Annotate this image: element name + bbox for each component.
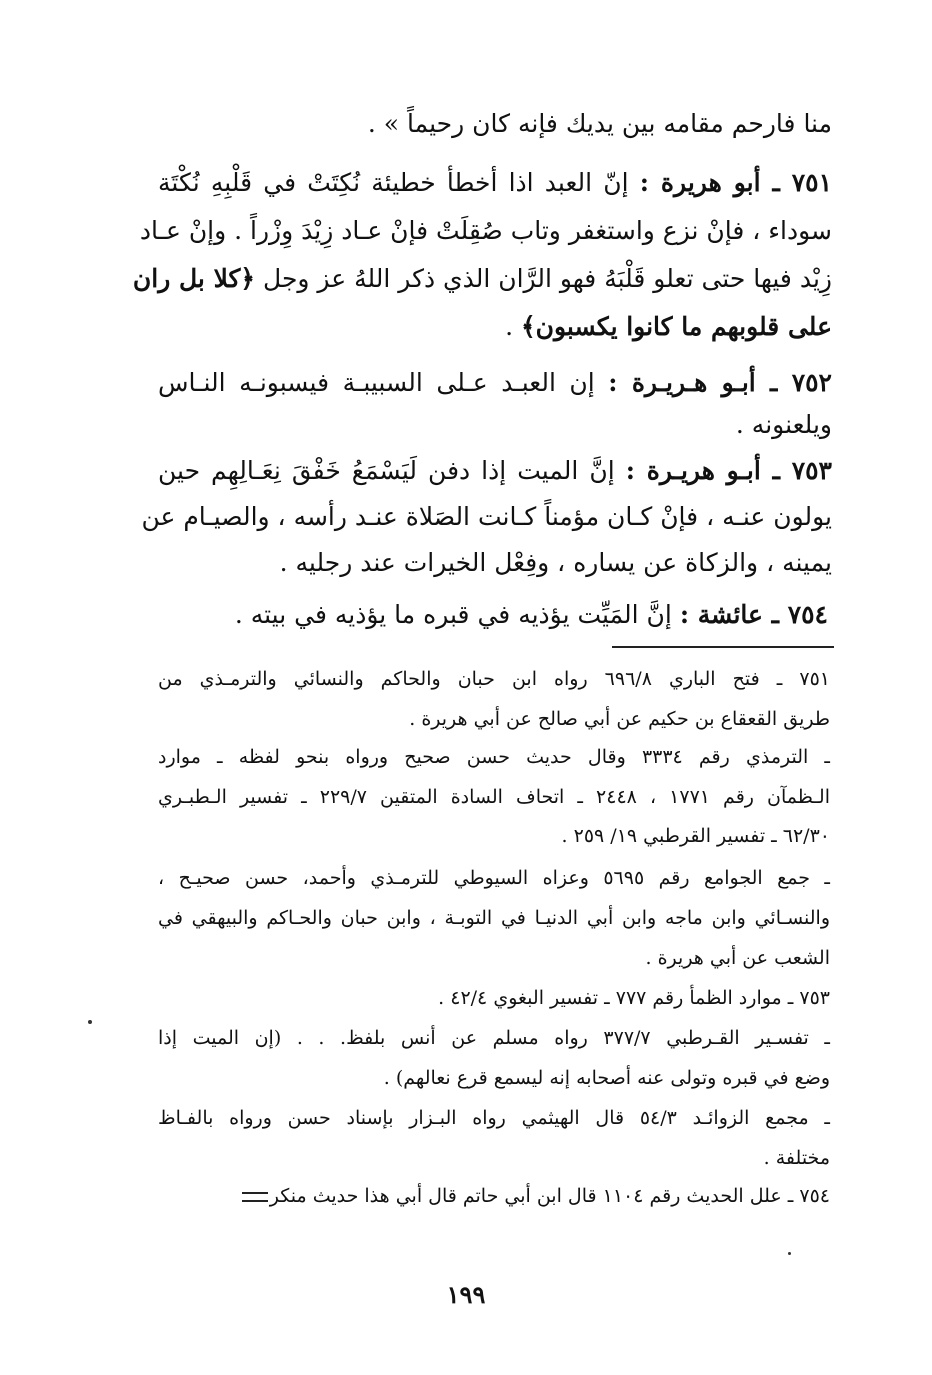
hadith-754-line-1	[235, 598, 828, 632]
page-number: ١٩٩	[446, 1280, 486, 1309]
hadith-753-narrator: ٧٥٣ ـ أبـو هريـرة :	[625, 456, 832, 485]
hadith-753-line-3: يمينه ، والزكاة عن يساره ، وفِعْل الخيرات عند رجليه .	[279, 548, 832, 577]
footnote-line-14	[242, 1182, 830, 1210]
hadith-753-line-1	[158, 454, 832, 488]
footnote-line-10: ـ تفسـير القـرطبي ٣٧٧/٧ رواه مسلم عن أنس بلفظ. . . (إن الميت إذا	[158, 1027, 830, 1049]
footnote-line-5: ٦٢/٣٠ ـ تفسير القرطبي ١٩/ ٢٥٩ .	[561, 825, 830, 847]
footnote-line-6: ـ جمع الجوامع رقم ٥٦٩٥ وعزاه السيوطي للترمـذي وأحمد، حسن صحيـح ،	[158, 867, 830, 889]
hadith-752-line-1	[158, 366, 832, 400]
hadith-753-line-2: يولون عنـه ، فإنْ كـان مؤمناً كـانت الصَلاة عنـد رأسه ، والصيـام عن	[141, 502, 832, 531]
hadith-754-narrator: ٧٥٤ ـ عائشة :	[679, 600, 828, 629]
hadith-751-line-3	[132, 262, 832, 296]
hadith-751-text-1: إنّ العبد اذا أخطأ خطيئة نُكِتَتْ في قَلْبِهِ نُكْتَة	[158, 168, 629, 197]
footnote-line-11: وضع في قبره وتولى عنه أصحابه إنه ليسمع قرع نعالهم) .	[383, 1067, 830, 1089]
footnote-line-3: ـ الترمذي رقم ٣٣٣٤ وقال حديث حسن صحيح ورواه بنحو لفظه ـ موارد	[158, 746, 830, 768]
hadith-754-text-1: إنَّ المَيِّت يؤذيه في قبره ما يؤذيه في بيته .	[234, 600, 672, 629]
footnote-divider	[612, 646, 834, 648]
hadith-752-narrator: ٧٥٢ ـ أبـو هـريـرة :	[608, 368, 832, 397]
footnote-line-7: والنسـائي وابن ماجه وابن أبي الدنيـا في التوبـة ، وابن حبان والحـاكم والبيهقي في	[158, 907, 830, 929]
footnote-line-9: ٧٥٣ ـ موارد الظمأ رقم ٧٧٧ ـ تفسير البغوي ٤٢/٤ .	[438, 987, 830, 1009]
hadith-752-text-1: إن العبـد عـلى السبيبـة فيسبونـه النـاس	[158, 368, 595, 397]
footnote-line-12: ـ مجمع الزوائـد ٥٤/٣ قال الهيثمي رواه البـزار بإسناد حسن ورواه بالفـاظ	[158, 1107, 830, 1129]
footnote-line-2: طريق القعقاع بن حكيم عن أبي صالح عن أبي هريرة .	[409, 708, 830, 730]
hadith-751-end: .	[505, 312, 521, 341]
scan-speck	[788, 1252, 791, 1255]
quran-quote-end: على قلوبهم ما كانوا يكسبون﴾	[521, 312, 832, 341]
quran-quote-start: ﴿كلا بل ران	[132, 264, 256, 293]
footnote-line-13: مختلفة .	[763, 1147, 830, 1169]
hadith-752-line-2: ويلعنونه .	[735, 410, 832, 439]
scan-speck	[88, 1020, 92, 1024]
footnote-line-4: الـظمآن رقم ١٧٧١ ، ٢٤٤٨ ـ اتحاف السادة المتقين ٢٢٩/٧ ـ تفسير الـطبـري	[158, 786, 830, 808]
hadith-751-line-2: سوداء ، فإنْ نزع واستغفر وتاب صُقِلَتْ فإنْ عـاد زِيْدَ وِزْراً . وإنْ عـاد	[139, 216, 832, 245]
footnote-line-14-text: ٧٥٤ ـ علل الحديث رقم ١١٠٤ قال ابن أبي حاتم قال أبي هذا حديث منكر	[269, 1185, 830, 1207]
hadith-751-line-4	[505, 310, 832, 344]
hadith-753-text-1: إنَّ الميت إذا دفن لَيَسْمَعُ خَفْقَ نِعَـالِهِم حين	[158, 456, 615, 485]
hadith-751-narrator: ٧٥١ ـ أبو هريرة :	[639, 168, 833, 197]
continuation-mark	[242, 1192, 268, 1202]
footnote-line-8: الشعب عن أبي هريرة .	[645, 947, 830, 969]
footnote-line-1: ٧٥١ ـ فتح الباري ٦٩٦/٨ رواه ابن حبان والحاكم والنسائي والترمـذي من	[158, 668, 830, 690]
hadith-751-text-3: زِيْد فيها حتى تعلو قَلْبَهُ فهو الرَّان الذي ذكر اللهُ عز وجل	[263, 264, 832, 293]
hadith-751-line-1	[158, 166, 832, 200]
intro-line: منا فارحم مقامه بين يديك فإنه كان رحيماً » .	[367, 109, 832, 138]
